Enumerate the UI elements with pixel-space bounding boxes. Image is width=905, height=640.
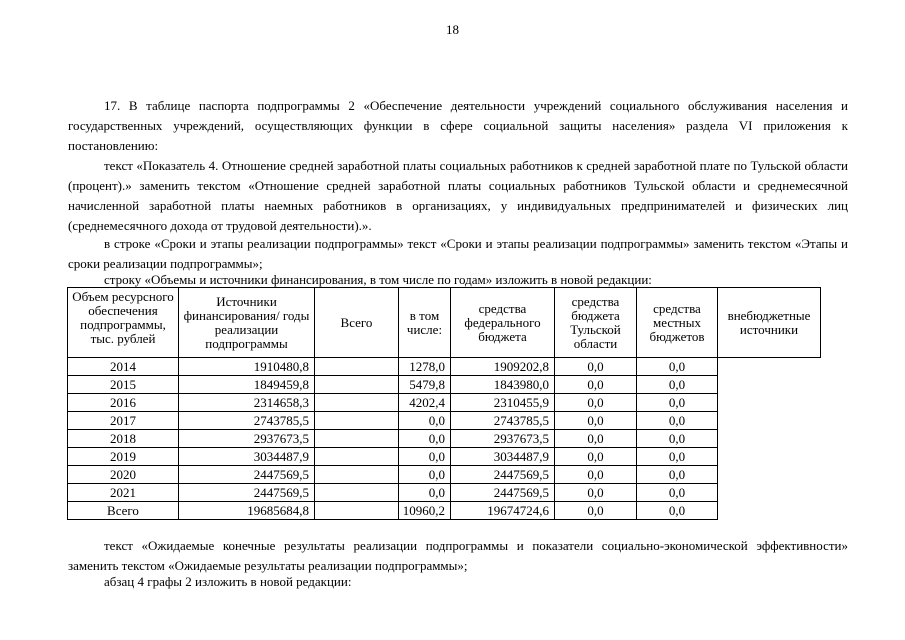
paragraph-volumes-line: строку «Объемы и источники финансирования, в том числе по годам» изложить в новой редакции: [104,272,652,287]
cell-including [315,412,399,430]
cell-federal: 0,0 [399,448,451,466]
table-row [68,448,821,466]
cell-extra: 0,0 [637,502,718,520]
table-row [68,502,821,520]
cell-regional: 3034487,9 [451,448,555,466]
cell-regional: 1843980,0 [451,376,555,394]
table-row [68,358,821,376]
cell-regional: 2310455,9 [451,394,555,412]
cell-regional: 19674724,6 [451,502,555,520]
cell-local: 0,0 [555,358,637,376]
cell-total: 2447569,5 [179,466,315,484]
cell-federal: 0,0 [399,430,451,448]
page-number: 18 [446,22,459,37]
cell-total: 1910480,8 [179,358,315,376]
financing-table [67,287,821,520]
cell-federal: 10960,2 [399,502,451,520]
cell-including [315,394,399,412]
cell-extra: 0,0 [637,430,718,448]
cell-federal: 0,0 [399,412,451,430]
table-row-label: Объем ресурсного обеспечения подпрограммы, тыс. рублей [68,288,179,358]
cell-year: 2016 [68,394,179,412]
cell-year: 2018 [68,430,179,448]
paragraph-results-text: текст «Ожидаемые конечные результаты реализации подпрограммы и показатели социально-экономической эффективности» заменить текстом «Ожидаемые результаты реализации подпрограммы»; [68,538,848,573]
cell-total: 3034487,9 [179,448,315,466]
cell-extra: 0,0 [637,466,718,484]
cell-including [315,484,399,502]
cell-total: 2743785,5 [179,412,315,430]
cell-including [315,430,399,448]
cell-regional: 2447569,5 [451,466,555,484]
cell-regional: 2937673,5 [451,430,555,448]
cell-total: 2937673,5 [179,430,315,448]
cell-including [315,466,399,484]
cell-extra: 0,0 [637,358,718,376]
cell-including [315,502,399,520]
header-regional: средства бюджета Тульской области [555,288,637,358]
header-including: в том числе: [399,288,451,358]
cell-regional: 2743785,5 [451,412,555,430]
cell-year: 2014 [68,358,179,376]
cell-regional: 1909202,8 [451,358,555,376]
cell-total: 19685684,8 [179,502,315,520]
header-extra: внебюджетные источники [718,288,821,358]
table-row [68,376,821,394]
cell-local: 0,0 [555,430,637,448]
cell-local: 0,0 [555,448,637,466]
cell-federal: 1278,0 [399,358,451,376]
cell-regional: 2447569,5 [451,484,555,502]
paragraph-indicator-text: текст «Показатель 4. Отношение средней заработной платы социальных работников к средней заработной плате по Тульской области (процент).» заменить текстом «Отношение средней заработной платы социальных работников Тульской области и среднемесячной начисленной заработной платы наемных работников в организациях, у индивидуальных предпринимателей и физических лиц (среднемесячного дохода от трудовой деятельности).». [68,158,848,233]
cell-local: 0,0 [555,394,637,412]
header-federal: средства федерального бюджета [451,288,555,358]
paragraph-abzac: абзац 4 графы 2 изложить в новой редакции: [104,574,352,589]
cell-total: 2314658,3 [179,394,315,412]
cell-federal: 5479,8 [399,376,451,394]
cell-total: 1849459,8 [179,376,315,394]
paragraph-17: 17. В таблице паспорта подпрограммы 2 «Обеспечение деятельности учреждений социального обслуживания населения и государственных учреждений, осуществляющих функции в сфере социальной защиты населения» раздела VI приложения к постановлению: [68,98,848,153]
table-row [68,412,821,430]
cell-local: 0,0 [555,376,637,394]
cell-year: 2019 [68,448,179,466]
table-row [68,394,821,412]
cell-year: 2017 [68,412,179,430]
cell-year: 2015 [68,376,179,394]
cell-extra: 0,0 [637,484,718,502]
table-row [68,466,821,484]
cell-federal: 0,0 [399,484,451,502]
cell-total: 2447569,5 [179,484,315,502]
cell-federal: 0,0 [399,466,451,484]
cell-extra: 0,0 [637,376,718,394]
cell-extra: 0,0 [637,394,718,412]
table-row [68,484,821,502]
header-sources: Источники финансирования/ годы реализации подпрограммы [179,288,315,358]
header-total: Всего [315,288,399,358]
paragraph-terms-line: в строке «Сроки и этапы реализации подпрограммы» текст «Сроки и этапы реализации подпрограммы» заменить текстом «Этапы и сроки реализации подпрограммы»; [68,236,848,271]
cell-local: 0,0 [555,466,637,484]
cell-local: 0,0 [555,412,637,430]
cell-extra: 0,0 [637,412,718,430]
cell-year: 2021 [68,484,179,502]
cell-local: 0,0 [555,484,637,502]
cell-including [315,448,399,466]
cell-federal: 4202,4 [399,394,451,412]
cell-including [315,376,399,394]
cell-year: 2020 [68,466,179,484]
cell-including [315,358,399,376]
cell-year: Всего [68,502,179,520]
cell-extra: 0,0 [637,448,718,466]
header-local: средства местных бюджетов [637,288,718,358]
cell-local: 0,0 [555,502,637,520]
table-row [68,430,821,448]
